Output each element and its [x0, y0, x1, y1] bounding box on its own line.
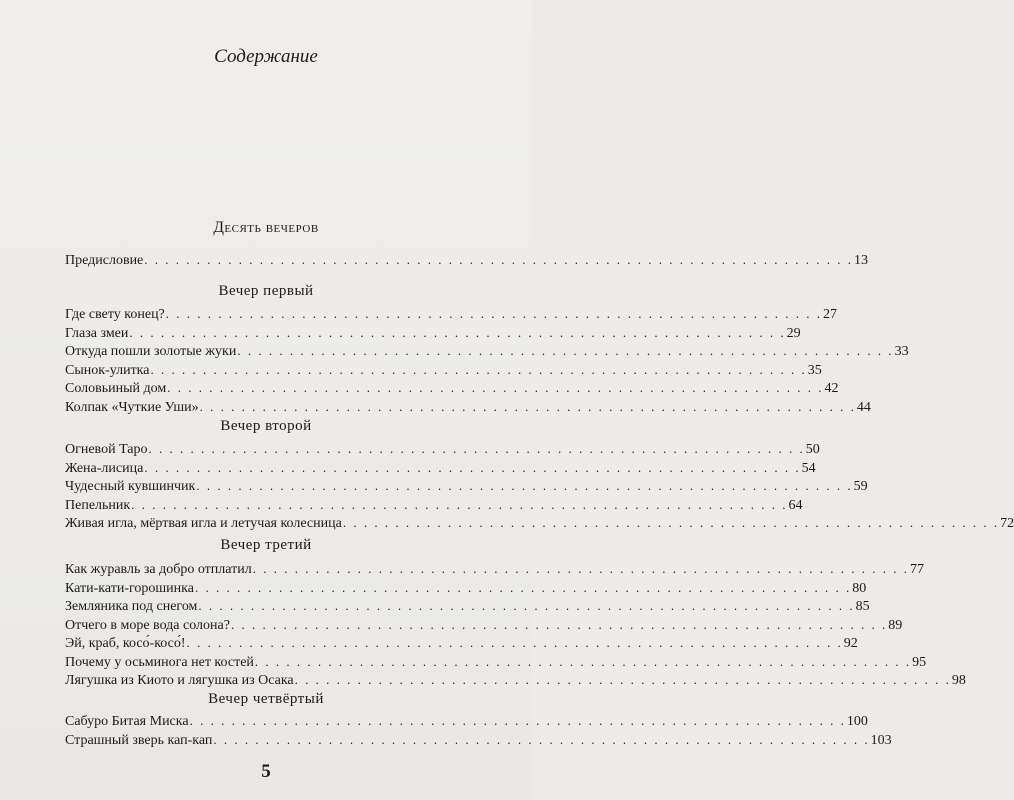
toc-entry-title: Сабуро Битая Миска [65, 714, 189, 729]
toc-entry-title: Глаза змеи [65, 325, 129, 341]
dot-leader: . . . . . . . . . . . . . . . . . . . . . . . . . . . . . . . . . . . . . . . . . . . . . . . . . . . . . . . . . . . . . . . [150, 361, 807, 377]
toc-entry-title: Почему у осьминога нет костей [65, 654, 254, 670]
toc-entry-title: Земляника под снегом [65, 599, 198, 614]
toc-entry-page: 98 [951, 673, 966, 688]
toc-entry[interactable] [65, 597, 870, 616]
section-heading: Вечер первый [218, 283, 314, 299]
dot-leader: . . . . . . . . . . . . . . . . . . . . . . . . . . . . . . . . . . . . . . . . . . . . . . . . . . . . . . . . . . . . . . . [213, 731, 870, 747]
dot-leader: . . . . . . . . . . . . . . . . . . . . . . . . . . . . . . . . . . . . . . . . . . . . . . . . . . . . . . . . . . . . . . . [131, 496, 788, 512]
toc-entry-title: Как журавль за добро отплатил [65, 562, 252, 577]
toc-entry-title: Колпак «Чуткие Уши» [65, 399, 199, 415]
dot-leader: . . . . . . . . . . . . . . . . . . . . . . . . . . . . . . . . . . . . . . . . . . . . . . . . . . . . . . . . . . . . . . . [237, 343, 894, 358]
dot-leader: . . . . . . . . . . . . . . . . . . . . . . . . . . . . . . . . . . . . . . . . . . . . . . . . . . . . . . . . . . . . . . . [165, 306, 823, 321]
toc-entry-page: 50 [805, 442, 820, 457]
toc-entry-page: 35 [807, 362, 822, 378]
dot-leader: . . . . . . . . . . . . . . . . . . . . . . . . . . . . . . . . . . . . . . . . . . . . . . . . . . . . . . . . . . . . . . . [186, 635, 843, 650]
toc-entry-page: 80 [852, 580, 867, 596]
dot-leader: . . . . . . . . . . . . . . . . . . . . . . . . . . . . . . . . . . . . . . . . . . . . . . . . . . . . . . . . . . . . . . . [230, 616, 888, 632]
toc-entry[interactable] [65, 251, 869, 270]
toc-entry-page: 27 [823, 307, 838, 322]
dot-leader: . . . . . . . . . . . . . . . . . . . . . . . . . . . . . . . . . . . . . . . . . . . . . . . . . . . . . . . . . . . . . . . [189, 713, 846, 728]
toc-list-evening-1 [65, 305, 909, 416]
toc-list-evening-3 [65, 560, 966, 690]
dot-leader: . . . . . . . . . . . . . . . . . . . . . . . . . . . . . . . . . . . . . . . . . . . . . . . . . . . . . . . . . . . . . . . [199, 398, 856, 414]
toc-entry-title: Живая игла, мёртвая игла и летучая колесница [65, 516, 342, 531]
toc-entry-title: Соловьиный дом [65, 381, 167, 396]
toc-entry-title: Эй, краб, косо́-косо́! [65, 636, 186, 651]
dot-leader: . . . . . . . . . . . . . . . . . . . . . . . . . . . . . . . . . . . . . . . . . . . . . . . . . . . . . . . . . . . . . . . . . . . . [144, 252, 854, 267]
contents-title: Содержание [214, 46, 318, 67]
toc-entry[interactable] [65, 342, 909, 361]
dot-leader: . . . . . . . . . . . . . . . . . . . . . . . . . . . . . . . . . . . . . . . . . . . . . . . . . . . . . . . . . . . . . . . [254, 653, 912, 669]
toc-entry-page: 89 [888, 617, 903, 633]
section-heading: Вечер третий [220, 537, 312, 553]
toc-entry-page: 64 [788, 497, 803, 513]
toc-list-preface [65, 251, 869, 270]
toc-entry[interactable] [65, 398, 871, 417]
toc-entry-title: Лягушка из Киото и лягушка из Осака [65, 673, 294, 688]
toc-entry[interactable] [65, 712, 868, 731]
toc-entry[interactable] [65, 379, 839, 398]
dot-leader: . . . . . . . . . . . . . . . . . . . . . . . . . . . . . . . . . . . . . . . . . . . . . . . . . . . . . . . . . . . . . . . [342, 515, 1000, 530]
toc-entry[interactable] [65, 361, 822, 380]
toc-entry-page: 95 [912, 654, 927, 670]
toc-entry[interactable] [65, 731, 892, 750]
dot-leader: . . . . . . . . . . . . . . . . . . . . . . . . . . . . . . . . . . . . . . . . . . . . . . . . . . . . . . . . . . . . . . . [167, 380, 824, 395]
toc-entry-title: Предисловие [65, 253, 144, 268]
toc-entry-title: Жена-лисица [65, 460, 144, 476]
toc-entry-page: 33 [894, 344, 909, 359]
toc-entry-page: 85 [855, 599, 870, 614]
toc-entry[interactable] [65, 477, 868, 496]
toc-entry[interactable] [65, 560, 924, 579]
toc-entry-page: 92 [843, 636, 858, 651]
toc-entry[interactable] [65, 496, 803, 515]
toc-entry[interactable] [65, 305, 838, 324]
dot-leader: . . . . . . . . . . . . . . . . . . . . . . . . . . . . . . . . . . . . . . . . . . . . . . . . . . . . . . . . . . . . . . . [198, 598, 855, 613]
toc-entry[interactable] [65, 671, 966, 690]
dot-leader: . . . . . . . . . . . . . . . . . . . . . . . . . . . . . . . . . . . . . . . . . . . . . . . . . . . . . . . . . . . . . . . [252, 561, 909, 576]
toc-entry-page: 100 [846, 714, 868, 729]
toc-entry-page: 54 [801, 460, 816, 476]
toc-entry[interactable] [65, 653, 927, 672]
section-heading: Вечер второй [220, 418, 312, 434]
toc-entry-title: Огневой Таро [65, 442, 148, 457]
dot-leader: . . . . . . . . . . . . . . . . . . . . . . . . . . . . . . . . . . . . . . . . . . . . . . . . . . . . . . . . . . . . . . . [196, 478, 853, 493]
toc-entry[interactable] [65, 459, 816, 478]
toc-entry-page: 103 [870, 732, 892, 748]
toc-entry[interactable] [65, 514, 1014, 533]
toc-entry-page: 44 [856, 399, 871, 415]
toc-entry-page: 13 [854, 253, 869, 268]
toc-entry-page: 42 [824, 381, 839, 396]
toc-entry-title: Сынок-улитка [65, 362, 150, 378]
toc-entry-title: Где свету конец? [65, 307, 165, 322]
toc-entry-title: Отчего в море вода солона? [65, 617, 230, 633]
toc-entry-title: Чудесный кувшинчик [65, 479, 196, 494]
part-title: Десять вечеров [213, 219, 319, 236]
dot-leader: . . . . . . . . . . . . . . . . . . . . . . . . . . . . . . . . . . . . . . . . . . . . . . . . . . . . . . . . . . . . . . . [144, 459, 801, 475]
toc-entry-title: Откуда пошли золотые жуки [65, 344, 237, 359]
toc-list-evening-4 [65, 712, 892, 749]
dot-leader: . . . . . . . . . . . . . . . . . . . . . . . . . . . . . . . . . . . . . . . . . . . . . . . . . . . . . . . . . . . . . . . [129, 324, 786, 340]
toc-entry-page: 29 [786, 325, 801, 341]
section-heading: Вечер четвёртый [208, 691, 324, 707]
toc-entry-title: Кати-кати-горошинка [65, 580, 194, 596]
dot-leader: . . . . . . . . . . . . . . . . . . . . . . . . . . . . . . . . . . . . . . . . . . . . . . . . . . . . . . . . . . . . . . . [294, 672, 951, 687]
toc-entry-page: 77 [909, 562, 924, 577]
toc-entry-page: 72 [1000, 516, 1014, 531]
dot-leader: . . . . . . . . . . . . . . . . . . . . . . . . . . . . . . . . . . . . . . . . . . . . . . . . . . . . . . . . . . . . . . . [194, 579, 852, 595]
toc-entry-title: Страшный зверь кап-кап [65, 732, 213, 748]
toc-entry[interactable] [65, 616, 903, 635]
toc-entry[interactable] [65, 634, 858, 653]
toc-entry[interactable] [65, 579, 867, 598]
toc-entry-title: Пепельник [65, 497, 131, 513]
page-number: 5 [261, 761, 271, 782]
toc-entry[interactable] [65, 440, 820, 459]
dot-leader: . . . . . . . . . . . . . . . . . . . . . . . . . . . . . . . . . . . . . . . . . . . . . . . . . . . . . . . . . . . . . . . [148, 441, 805, 456]
toc-entry[interactable] [65, 324, 801, 343]
toc-entry-page: 59 [853, 479, 868, 494]
toc-list-evening-2 [65, 440, 1014, 533]
